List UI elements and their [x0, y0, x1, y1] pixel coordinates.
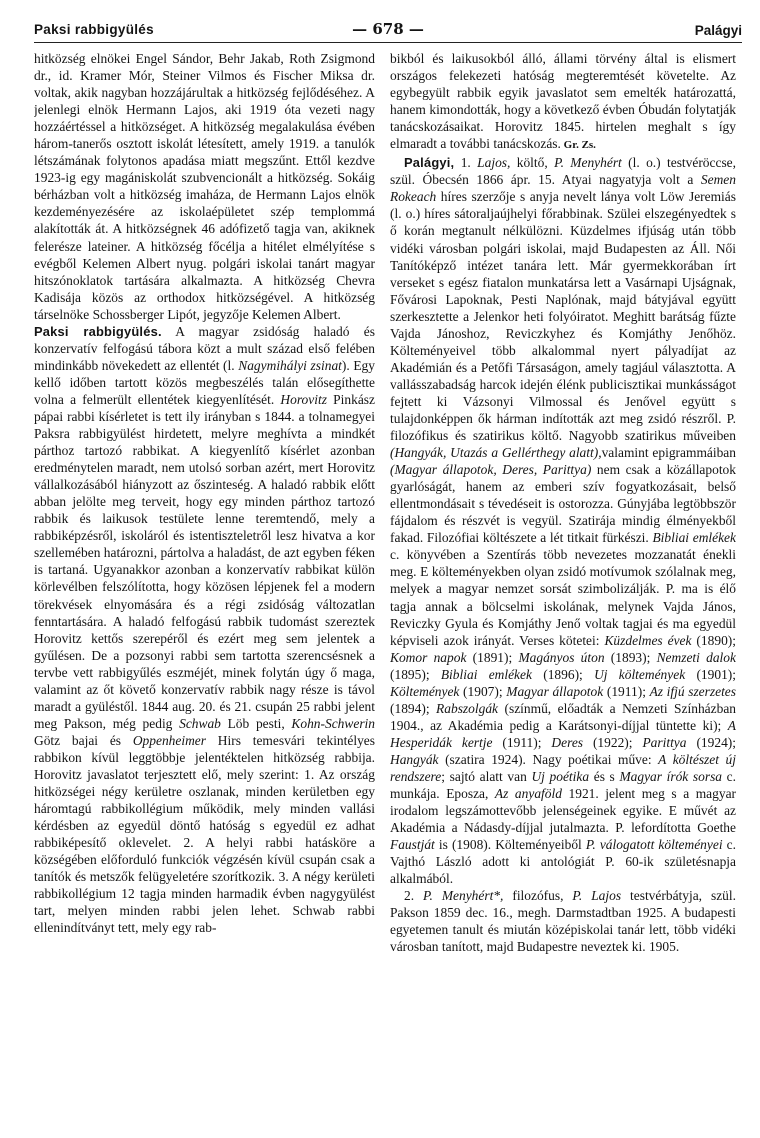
paragraph-community-history: hitközség elnökei Engel Sándor, Behr Jakab, Roth Zsigmond dr., id. Kramer Mór, Steiner Vilmos és Fischer Miksa dr. voltak, akik nagyban hozzájárultak a hitközség fejlődéséhez. A jelenlegi elnök Hermann Lajos, aki 1919 óta vezeti nagy hozzáértéssel a hitközséget. A hitközség megalakulása évében három-tanerős osztott iskolát létesített, amely 1919. a tanulók létszámának folytonos apadása miatt megszűnt. Ettől kezdve 1923-ig egy magániskolát szubvencionált a hitközség. Sokáig bérházban volt a hitközség imaháza, de Hermann Lajos elnök kezdeményezésére az iskolaépületet szép templommá alakították át. A hitközségnek 46 adófizető tagja van, akiknek felerésze lateiner. A hitközség főcélja a hitélet elmélyítése s evégből Kelemen Albert nyug. polgári iskolai tanárt magyar hitszónoklatok tartására alkalmazta. A hitközség Chevra Kadisája közös az orthodox hitközségével. A hitközség társelnöke Schossberger Lipót, jegyzője Kelemen Albert. [34, 51, 375, 322]
entry-text: valamint epigrammáiban [601, 445, 736, 461]
title-italic: Komor napok [390, 649, 467, 665]
title-italic: A Hesperidák kertje [390, 717, 736, 750]
title-italic: Hangyák [390, 751, 439, 767]
entry-text: Pinkász pápai rabbi kísérletet is tett ily irányban s 1844. a tolnamegyei Paksra rabbigyülést hirdetett, melyre meghívta a mindkét párthoz tartozó rabbikat. A kiegyenlítő kísérlet azonban eredménytelen maradt, nem utolsó sorban azért, mert Horovitz vállalkozásából hiányzott az őszinteség. A haladó rabbik előtt abban jelölte meg terveit, hogy egy minden párthoz tartozó rabbik és laikusok testülete lenne teremtendő, mely a rabbiképzésről, iskoláról és istentiszteletről lesz hivatva a kor szellemében határozni, pártolva a haladást, de azt egyben féken is tartaná. Ugyanakkor azonban a konzervatív rabbikat külön körlevélben felszólította, hogy közösen lépjenek fel a modern törekvések elnyomására és a régi zsidóság változatlan fenntartására. A haladó felfogású rabbik tudomást szereztek Horovitz kettős szerepéről és ezért meg sem jelentek a gyűlésen. De a pozsonyi rabbi sem tartotta szerencsésnek a tervbe vett rabbigyűlés eszméjét, minek folytán úgy ő maga, valamint az őt követő konzervatív rabbik nagy része is távol maradt a gyüléstől. 1844 aug. 20. és 21. csupán 25 rabbi jelent meg Pakson, még pedig [34, 391, 375, 731]
entry-text: A magyar zsidóság haladó és konzervatív felfogású tábora közt a mult század első felében mindinkább növekedett az ellentét (l. [34, 323, 375, 373]
cross-reference: P. Lajos [572, 888, 622, 904]
entry-text: c. könyvében a Szentírás több nevezetes mozzanatát énekli meg. E költeményekben olyan zsidó motívumok szólalnak meg, melyek a magyar nemzet sorsát szimbolizálják. P. ma is élő tagja annak a bölcselmi iskolának, melynek Vajda János, Reviczky Gyula és Komjáthy Jenő voltak tagjai és ma egyedül képviseli azok irányát. Verses kötetei: [390, 547, 736, 648]
entry-continuation [390, 50, 736, 154]
running-head-left: Paksi rabbigyülés [34, 22, 154, 37]
author-signature: Gr. Zs. [560, 139, 596, 152]
entry-text: (1907); [459, 683, 507, 699]
entry-text: (1893); [604, 649, 657, 665]
page-number: — 678 — [352, 20, 424, 38]
entry-headword: Paksi rabbigyülés. [34, 323, 162, 339]
title-italic: Magyar írók sorsa [619, 768, 723, 784]
title-italic: Bibliai emlékek [440, 666, 532, 682]
entry-text: (szatira 1924). Nagy poétikai műve: [438, 751, 659, 767]
title-italic: Az ifjú szerzetes [649, 683, 736, 699]
entry-number: 2. [404, 888, 424, 904]
title-italic: P. válogatott költeményei [585, 837, 723, 853]
entry-palagyi-menyhert [390, 887, 736, 955]
entry-text: (1901); [685, 666, 736, 682]
entry-text: (1911); [492, 734, 552, 750]
entry-palagyi-lajos [390, 154, 736, 887]
entry-text: (1911); [603, 683, 650, 699]
left-column [34, 50, 375, 1130]
entry-text: c. munkája. Eposza, [390, 768, 736, 802]
entry-text: (1891); [466, 649, 519, 665]
entry-text: Löb pesti, [220, 715, 292, 731]
entry-text: (1924); [686, 734, 736, 750]
entry-text: filozófus, [503, 888, 573, 904]
entry-text: nem csak a közállapotok gyarlóságát, hanem az emberi szív fogyatkozásait, belső ellentmondásait s tévedéseit is ostorozza. Gúnyjába legtöbbször fájdalom és részvét is vegyül. Szatirája mindig élményekből fakad. Filozófiai költészete a lét titkait fürkészi. [390, 462, 736, 546]
entry-paksi-rabbigyules [34, 323, 375, 937]
title-italic: (Hangyák, Utazás a Gellérthegy alatt), [390, 445, 602, 461]
entry-text: (1895); [390, 666, 441, 682]
title-italic: Parittya [642, 734, 687, 750]
title-italic: Az anyaföld [494, 786, 562, 802]
title-italic: Semen Rokeach [390, 172, 736, 205]
title-italic: Költemények [390, 683, 460, 699]
title-italic: Nemzeti dalok [656, 649, 736, 665]
entry-text: bikból és laikusokból álló, állami törvény által is elismert országos felekezeti hatóság megteremtését követelte. Az egybegyült rabbik egyik javaslatot sem emelték határozattá, hanem kimondották, hogy a következő évben Óbudán folytatják tanácskozásaikat. Horovitz 1845. hirtelen meghalt s így elmaradt a további tanácskozás. [390, 51, 736, 152]
name-italic: Kohn-Schwerin [291, 715, 375, 731]
name-italic: Schwab [179, 715, 221, 731]
running-head-right: Palágyi [694, 23, 742, 38]
entry-text: ; sajtó alatt van [441, 768, 532, 784]
entry-text: Götz bajai és [34, 732, 133, 748]
entry-text: (1890); [691, 632, 736, 648]
title-italic: Uj költemények [594, 666, 686, 682]
entry-text: és s [589, 768, 620, 784]
entry-text: (1922); [583, 734, 643, 750]
page-header [34, 20, 742, 43]
entry-text: költő, [510, 155, 555, 171]
entry-text: (l. o.) testvéröccse, szül. Óbecsén 1866 ápr. 15. Atyai nagyatyja volt a [390, 155, 736, 188]
entry-text: testvérbátyja, szül. Pakson 1859 dec. 16., megh. Darmstadtban 1925. A budapesti egyetemen tanult és miután középiskolai tanár lett, több vidéki városban tanított, majd Budapestre neveztek ki. 1905. [390, 888, 736, 955]
name-italic: P. Menyhért*, [423, 888, 504, 904]
entry-text: ). Egy kellő időben tartott közös megbeszélés talán elősegíthette volna a felmerült ellentétek kiegyenlítését. [34, 357, 375, 407]
entry-text: Hirs temesvári tekintélyes rabbikon kívül leggtöbbje jelentéktelen hitközség rabbija. Horovitz javaslatot terjesztett elő, mely szerint: 1. Az ország hitközségei négy kerületre oszlanak, minden kerületben egy háromtagú rabbikollégium működik, mely minden vallási kérdésben az egyedül döntő hatóság s egyedül ez adhat rabbiképesítő oklevelet. 2. A helyi rabbi hatásköre a községében előforduló funkciók végzésén kívül csupán csak a tanítók és metszők felügyeletére szorítkozik. 3. A négy kerületi rabbikollégium 12 tagja minden harmadik évben nagygyülést tart, melyen minden rabbi jelen lehet. Schwab rabbi ellenindítványt tett, mely egy rab- [34, 732, 375, 936]
entry-text: (1896); [531, 666, 595, 682]
entry-text: híres szerzője s anyja nevelt lánya volt Löw Jeremiás (l. o.) híres sátoraljaújhelyi főrabbinak. Szülei elszegényedtek s ő korán megtanult nélkülözni. Küzdelmes ifjúság után több vidéki városban polgári iskolai, majd Budapesten az Áll. Női Tanítóképző intézet tanára lett. Már gyermekkorában írt verseket s egész fiatalon munkatársa lett a Vasárnapi Ujságnak, Fővárosi Lapoknak, Pesti Naplónak, majd bátyjával együtt szerkesztette a Jelenkor heti folyóiratot. Meghitt barátság fűzte Vajda Jánoshoz, Reviczkyhez és Komjáthy Jenőhöz. Költeményeivel több alkalommal nyert pályadíjat az Akadémián és a Petőfi Társaságon, amely tagjául választotta. A vallásszabadság harcok idején élénk publicisztikai munkásságot fejtett ki Vázsonyi Vilmossal és Jenővel együtt s tulajdonképpen ők hárman indították azt meg zsidó részről. P. filozófikus és szatirikus költő. Nagyobb szatirikus műveiben [390, 189, 736, 444]
entry-text: (színmű, előadták a Nemzeti Színházban 1904., az Akadémia pedig a Karátsonyi-díjjal tüntette ki); [390, 700, 736, 733]
title-italic: Uj poétika [531, 768, 590, 784]
title-italic: Küzdelmes évek [604, 632, 692, 648]
title-italic: Faustját [390, 837, 435, 853]
title-italic: A költészet új rendszere [390, 751, 736, 784]
entry-text: (1894); [390, 700, 437, 716]
entry-headword: Palágyi, [404, 155, 455, 171]
entry-text: c. Vajthó László adott ki antológiát P. 60-ik születésnapja alkalmából. [390, 837, 736, 887]
cross-reference: P. Menyhért [554, 155, 622, 171]
title-italic: Rabszolgák [436, 700, 499, 716]
title-italic: Magányos úton [518, 649, 605, 665]
name-italic: Horovitz [280, 391, 327, 407]
name-italic: Lajos, [477, 155, 511, 171]
name-italic: Oppenheimer [132, 732, 206, 748]
title-italic: Bibliai emlékek [652, 530, 736, 546]
title-italic: Magyar állapotok [506, 683, 604, 699]
entry-text: is (1908). Költeményeiből [434, 837, 586, 853]
entry-text: 1. [454, 155, 478, 171]
title-italic: Deres [551, 734, 584, 750]
title-italic: (Magyar állapotok, Deres, Parittya) [390, 462, 592, 478]
right-column [390, 50, 736, 1130]
entry-text: 1921. jelent meg s a magyar irodalom legszámottevőbb jelenségeinek egyike. E művét az Akadémia a Nádasdy-díjjal jutalmazta. P. lefordította Goethe [390, 786, 736, 836]
cross-reference: Nagymihályi zsinat [238, 357, 342, 373]
